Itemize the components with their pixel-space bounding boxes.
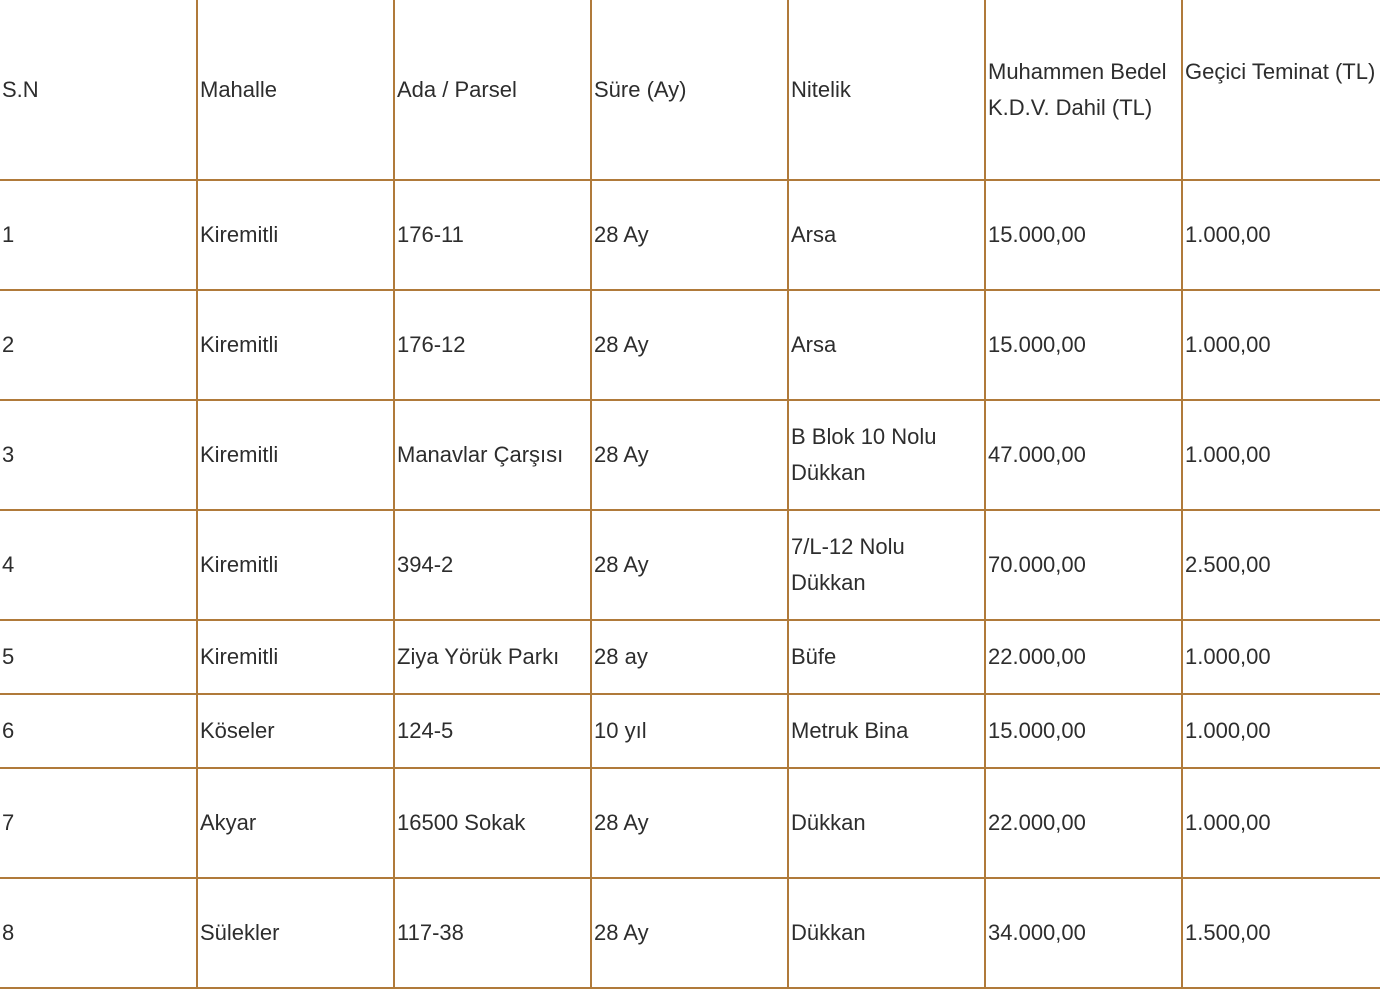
cell-mahalle: Kiremitli <box>197 620 394 694</box>
table-row <box>0 510 1380 620</box>
header-cell-ada-parsel: Ada / Parsel <box>394 0 591 180</box>
cell-muhammen-bedel: 47.000,00 <box>985 400 1182 510</box>
cell-mahalle: Kiremitli <box>197 290 394 400</box>
cell-ada-parsel: 394-2 <box>394 510 591 620</box>
cell-mahalle: Akyar <box>197 768 394 878</box>
cell-sn: 5 <box>0 620 197 694</box>
cell-gecici-teminat: 1.500,00 <box>1182 878 1380 988</box>
cell-ada-parsel: 124-5 <box>394 694 591 768</box>
cell-sure: 28 Ay <box>591 510 788 620</box>
cell-muhammen-bedel: 15.000,00 <box>985 290 1182 400</box>
table-row <box>0 694 1380 768</box>
table-row <box>0 620 1380 694</box>
cell-sure: 28 ay <box>591 620 788 694</box>
cell-ada-parsel: 176-11 <box>394 180 591 290</box>
cell-muhammen-bedel: 34.000,00 <box>985 878 1182 988</box>
cell-sure: 10 yıl <box>591 694 788 768</box>
cell-gecici-teminat: 1.000,00 <box>1182 290 1380 400</box>
cell-nitelik: Metruk Bina <box>788 694 985 768</box>
header-cell-sn: S.N <box>0 0 197 180</box>
cell-gecici-teminat: 1.000,00 <box>1182 768 1380 878</box>
cell-muhammen-bedel: 22.000,00 <box>985 768 1182 878</box>
cell-mahalle: Kiremitli <box>197 400 394 510</box>
table-header-row <box>0 0 1380 180</box>
cell-gecici-teminat: 1.000,00 <box>1182 694 1380 768</box>
cell-ada-parsel: 117-38 <box>394 878 591 988</box>
cell-ada-parsel: Ziya Yörük Parkı <box>394 620 591 694</box>
cell-gecici-teminat: 2.500,00 <box>1182 510 1380 620</box>
header-cell-mahalle: Mahalle <box>197 0 394 180</box>
table-row <box>0 400 1380 510</box>
cell-sn: 4 <box>0 510 197 620</box>
cell-gecici-teminat: 1.000,00 <box>1182 400 1380 510</box>
cell-mahalle: Sülekler <box>197 878 394 988</box>
cell-sn: 1 <box>0 180 197 290</box>
cell-ada-parsel: 16500 Sokak <box>394 768 591 878</box>
cell-nitelik: B Blok 10 Nolu Dükkan <box>788 400 985 510</box>
header-cell-nitelik: Nitelik <box>788 0 985 180</box>
cell-sn: 2 <box>0 290 197 400</box>
cell-mahalle: Kiremitli <box>197 180 394 290</box>
cell-sure: 28 Ay <box>591 878 788 988</box>
cell-muhammen-bedel: 22.000,00 <box>985 620 1182 694</box>
cell-sn: 8 <box>0 878 197 988</box>
cell-muhammen-bedel: 15.000,00 <box>985 180 1182 290</box>
cell-sure: 28 Ay <box>591 768 788 878</box>
cell-sn: 7 <box>0 768 197 878</box>
cell-mahalle: Köseler <box>197 694 394 768</box>
table-row <box>0 768 1380 878</box>
cell-sn: 6 <box>0 694 197 768</box>
cell-sn: 3 <box>0 400 197 510</box>
cell-nitelik: Dükkan <box>788 768 985 878</box>
header-cell-muhammen-bedel: Muhammen Bedel K.D.V. Dahil (TL) <box>985 0 1182 180</box>
cell-sure: 28 Ay <box>591 180 788 290</box>
cell-muhammen-bedel: 70.000,00 <box>985 510 1182 620</box>
header-cell-gecici-teminat: Geçici Teminat (TL) <box>1182 0 1380 180</box>
header-cell-sure: Süre (Ay) <box>591 0 788 180</box>
cell-muhammen-bedel: 15.000,00 <box>985 694 1182 768</box>
cell-gecici-teminat: 1.000,00 <box>1182 620 1380 694</box>
table-row <box>0 878 1380 988</box>
cell-ada-parsel: Manavlar Çarşısı <box>394 400 591 510</box>
cell-nitelik: Arsa <box>788 290 985 400</box>
cell-sure: 28 Ay <box>591 400 788 510</box>
cell-nitelik: Arsa <box>788 180 985 290</box>
cell-mahalle: Kiremitli <box>197 510 394 620</box>
cell-nitelik: Büfe <box>788 620 985 694</box>
cell-gecici-teminat: 1.000,00 <box>1182 180 1380 290</box>
cell-nitelik: 7/L-12 Nolu Dükkan <box>788 510 985 620</box>
table-row <box>0 290 1380 400</box>
cell-nitelik: Dükkan <box>788 878 985 988</box>
cell-sure: 28 Ay <box>591 290 788 400</box>
cell-ada-parsel: 176-12 <box>394 290 591 400</box>
table-row <box>0 180 1380 290</box>
